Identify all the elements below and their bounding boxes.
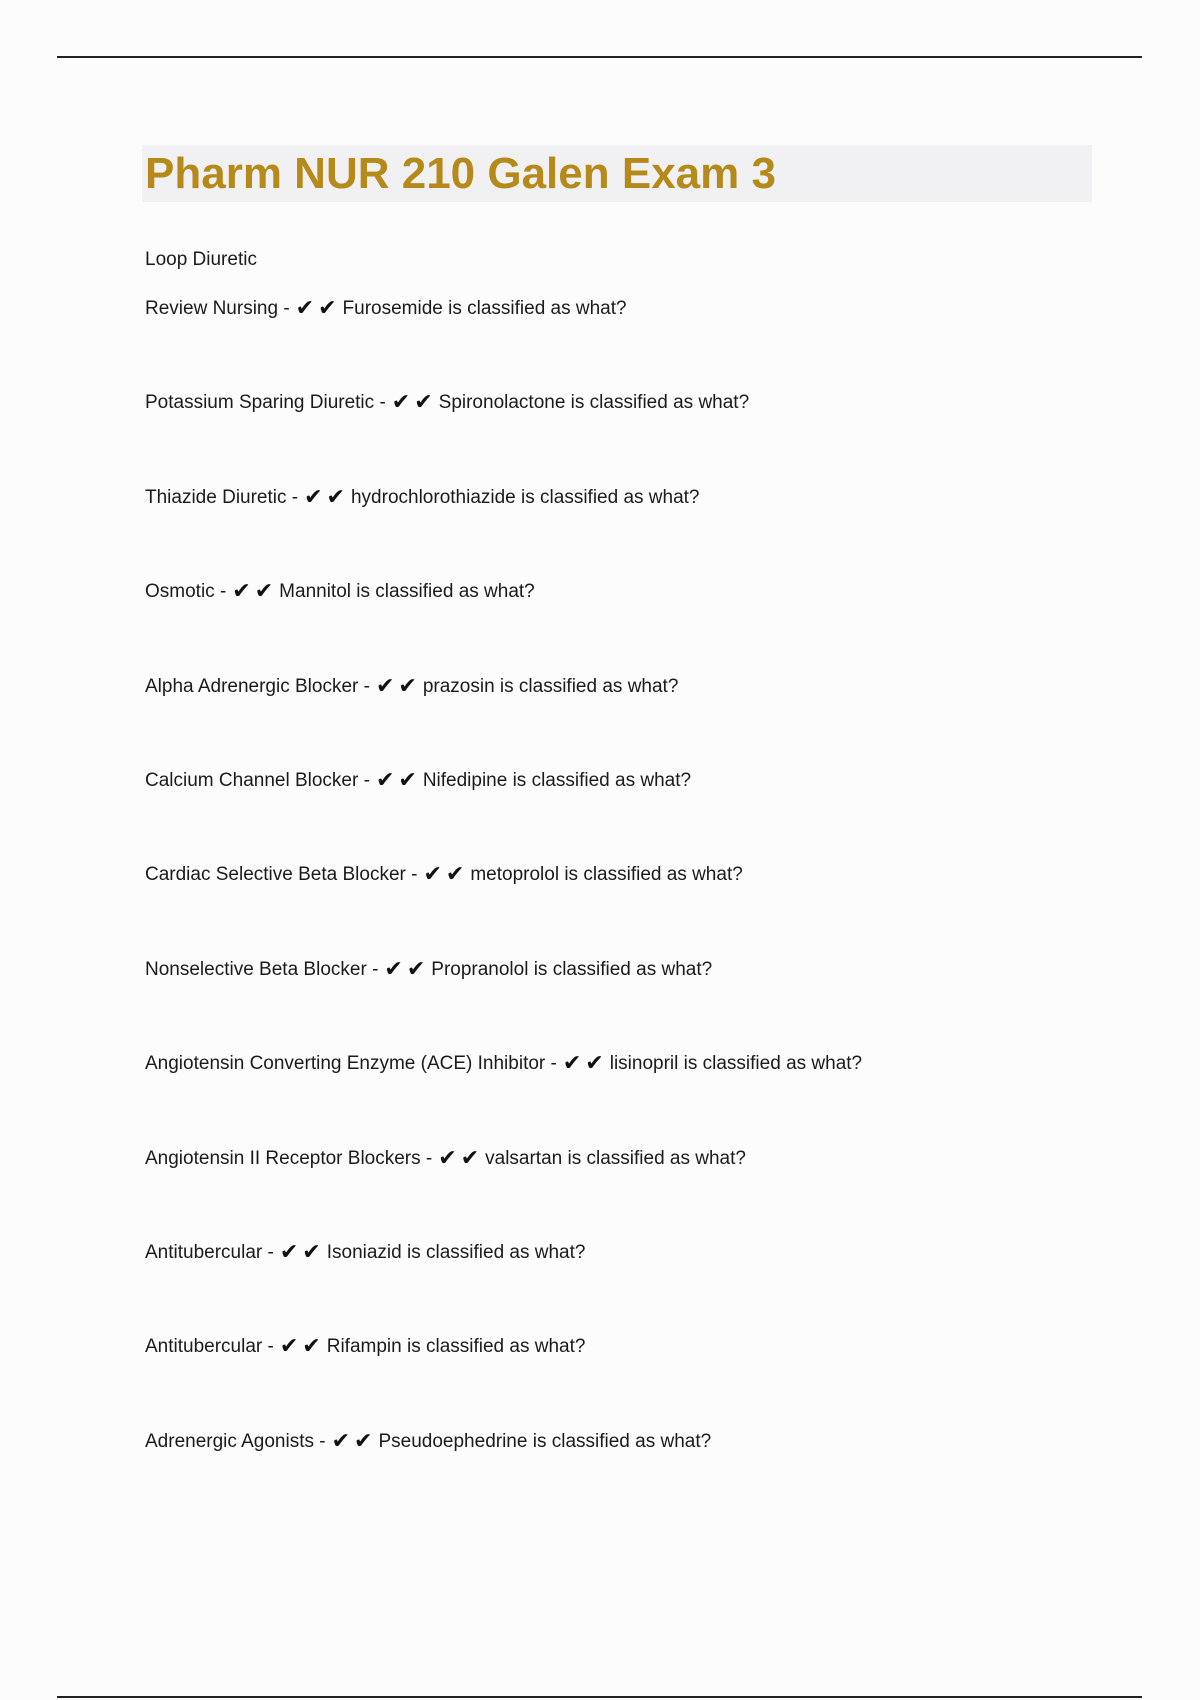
qa-item: [145, 955, 1145, 1049]
qa-separator: -: [425, 1147, 433, 1169]
top-divider: [57, 56, 1142, 58]
check-icon: ✔: [438, 1145, 457, 1171]
document-title: Pharm NUR 210 Galen Exam 3: [145, 149, 776, 198]
check-icon: ✔: [295, 296, 315, 321]
qa-separator: -: [319, 1430, 326, 1452]
qa-item: [145, 672, 1145, 766]
check-icon-pair: [423, 860, 468, 890]
check-icon-pair: [232, 577, 277, 607]
check-icon: ✔: [279, 1239, 299, 1265]
qa-list: [145, 294, 1145, 1521]
qa-separator: -: [219, 581, 227, 603]
qa-answer: Osmotic: [145, 581, 215, 603]
qa-question: Furosemide is classified as what?: [342, 298, 627, 319]
qa-separator: -: [363, 769, 370, 791]
check-icon: ✔: [232, 579, 251, 605]
qa-separator: -: [283, 298, 290, 319]
check-icon-pair: [280, 1238, 325, 1268]
check-icon: ✔: [326, 484, 345, 510]
check-icon-pair: [376, 766, 421, 796]
qa-answer: Nonselective Beta Blocker: [145, 958, 367, 980]
qa-separator: -: [291, 486, 299, 508]
check-icon: ✔: [354, 1428, 373, 1454]
check-icon: ✔: [254, 579, 274, 605]
check-icon: ✔: [423, 862, 442, 888]
qa-question: Mannitol is classified as what?: [279, 581, 535, 603]
check-icon: ✔: [375, 673, 395, 699]
qa-answer: Potassium Sparing Diuretic: [145, 392, 375, 414]
qa-answer: Angiotensin II Receptor Blockers: [145, 1147, 421, 1169]
qa-separator: -: [267, 1336, 274, 1358]
check-icon: ✔: [585, 1051, 604, 1077]
check-icon: ✔: [384, 956, 403, 982]
check-icon: ✔: [562, 1051, 582, 1077]
qa-separator: -: [411, 864, 418, 886]
qa-answer: Review Nursing: [145, 298, 279, 319]
qa-item: [145, 1332, 1145, 1426]
qa-separator: -: [372, 958, 379, 980]
check-icon-pair: [280, 1332, 325, 1362]
qa-question: metoprolol is classified as what?: [470, 864, 743, 886]
qa-item: [145, 1238, 1145, 1332]
check-icon: ✔: [398, 673, 417, 699]
check-icon-pair: [304, 483, 349, 513]
check-icon-pair: [563, 1049, 608, 1079]
check-icon: ✔: [391, 390, 411, 416]
qa-separator: -: [379, 392, 386, 414]
qa-question: Spironolactone is classified as what?: [438, 392, 750, 414]
qa-question: Rifampin is classified as what?: [326, 1336, 586, 1358]
check-icon: ✔: [279, 1334, 299, 1360]
qa-item: [145, 294, 1145, 388]
check-icon-pair: [384, 955, 429, 985]
check-icon: ✔: [318, 296, 337, 321]
check-icon: ✔: [331, 1428, 351, 1454]
qa-answer: Adrenergic Agonists: [145, 1430, 314, 1452]
qa-question: lisinopril is classified as what?: [609, 1053, 863, 1075]
check-icon: ✔: [460, 1145, 480, 1171]
qa-answer: Angiotensin Converting Enzyme (ACE) Inhibitor: [145, 1053, 546, 1075]
check-icon: ✔: [302, 1239, 321, 1265]
qa-answer: Antitubercular: [145, 1241, 263, 1263]
qa-answer: Calcium Channel Blocker: [145, 769, 359, 791]
qa-question: valsartan is classified as what?: [485, 1147, 746, 1169]
qa-question: prazosin is classified as what?: [422, 675, 679, 697]
qa-item: [145, 483, 1145, 577]
check-icon-pair: [332, 1427, 377, 1457]
check-icon: ✔: [414, 390, 433, 416]
qa-item: [145, 766, 1145, 860]
check-icon-pair: [296, 294, 341, 324]
qa-item: [145, 1049, 1145, 1143]
check-icon: ✔: [375, 767, 395, 793]
qa-question: Propranolol is classified as what?: [431, 958, 713, 980]
qa-separator: -: [550, 1053, 557, 1075]
qa-item: [145, 1427, 1145, 1521]
check-icon-pair: [438, 1144, 483, 1174]
qa-answer: Antitubercular: [145, 1336, 263, 1358]
intro-line: Loop Diuretic: [145, 249, 257, 270]
qa-item: [145, 388, 1145, 482]
qa-question: hydrochlorothiazide is classified as what?: [350, 486, 700, 508]
check-icon: ✔: [445, 862, 465, 888]
check-icon: ✔: [304, 484, 323, 510]
qa-answer: Thiazide Diuretic: [145, 486, 287, 508]
check-icon-pair: [392, 388, 437, 418]
qa-item: [145, 1144, 1145, 1238]
qa-answer: Cardiac Selective Beta Blocker: [145, 864, 406, 886]
check-icon: ✔: [406, 956, 426, 982]
qa-answer: Alpha Adrenergic Blocker: [145, 675, 359, 697]
qa-item: [145, 860, 1145, 954]
check-icon: ✔: [398, 767, 417, 793]
check-icon: ✔: [302, 1334, 321, 1360]
qa-question: Isoniazid is classified as what?: [326, 1241, 586, 1263]
qa-item: [145, 577, 1145, 671]
qa-question: Pseudoephedrine is classified as what?: [378, 1430, 712, 1452]
bottom-divider: [57, 1696, 1142, 1698]
qa-question: Nifedipine is classified as what?: [422, 769, 692, 791]
check-icon-pair: [376, 672, 421, 702]
qa-separator: -: [363, 675, 370, 697]
qa-separator: -: [267, 1241, 274, 1263]
